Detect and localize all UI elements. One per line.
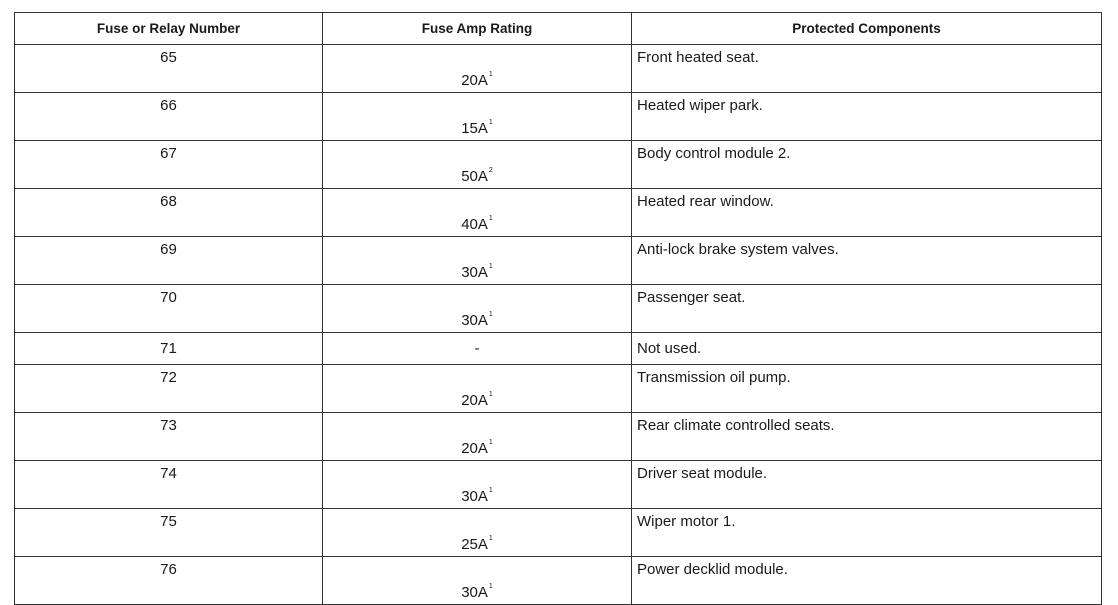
- amp-rating-value: 20A: [461, 440, 488, 457]
- table-row: [15, 333, 1102, 365]
- amp-rating-value: -: [474, 340, 480, 357]
- footnote-marker: 1: [488, 583, 493, 590]
- footnote-marker: 1: [488, 311, 493, 318]
- fuse-number-cell: 71: [15, 333, 323, 365]
- protected-component-cell: Heated wiper park.: [632, 93, 1102, 141]
- amp-rating-cell: [323, 461, 632, 509]
- amp-rating-value: 50A: [461, 168, 488, 185]
- table-row: [15, 285, 1102, 333]
- fuse-number-cell: 70: [15, 285, 323, 333]
- amp-rating-value: 20A: [461, 392, 488, 409]
- fuse-table-container: [14, 12, 1101, 605]
- footnote-marker: 1: [488, 439, 493, 446]
- protected-component-cell: Transmission oil pump.: [632, 365, 1102, 413]
- protected-component-cell: Driver seat module.: [632, 461, 1102, 509]
- protected-component-cell: Passenger seat.: [632, 285, 1102, 333]
- protected-component-cell: Anti-lock brake system valves.: [632, 237, 1102, 285]
- footnote-marker: 1: [488, 263, 493, 270]
- amp-rating-cell: [323, 189, 632, 237]
- fuse-number-cell: 66: [15, 93, 323, 141]
- amp-rating-value: 40A: [461, 216, 488, 233]
- fuse-table: [14, 12, 1102, 605]
- header-amp-rating: Fuse Amp Rating: [323, 13, 632, 45]
- amp-rating-value: 30A: [461, 312, 488, 329]
- table-row: [15, 93, 1102, 141]
- amp-rating-value: 30A: [461, 488, 488, 505]
- fuse-number-cell: 69: [15, 237, 323, 285]
- protected-component-cell: Rear climate controlled seats.: [632, 413, 1102, 461]
- fuse-number-cell: 73: [15, 413, 323, 461]
- table-row: [15, 141, 1102, 189]
- amp-rating-cell: [323, 365, 632, 413]
- footnote-marker: 1: [488, 487, 493, 494]
- footnote-marker: 2: [488, 167, 493, 174]
- amp-rating-value: 25A: [461, 536, 488, 553]
- fuse-number-cell: 67: [15, 141, 323, 189]
- amp-rating-cell: [323, 237, 632, 285]
- amp-rating-value: 15A: [461, 120, 488, 137]
- amp-rating-value: 30A: [461, 264, 488, 281]
- table-row: [15, 237, 1102, 285]
- amp-rating-cell: [323, 45, 632, 93]
- footnote-marker: 1: [488, 71, 493, 78]
- amp-rating-cell: [323, 509, 632, 557]
- table-row: [15, 189, 1102, 237]
- fuse-number-cell: 72: [15, 365, 323, 413]
- fuse-number-cell: 76: [15, 557, 323, 605]
- footnote-marker: 1: [488, 119, 493, 126]
- protected-component-cell: Body control module 2.: [632, 141, 1102, 189]
- footnote-marker: 1: [488, 215, 493, 222]
- amp-rating-value: 30A: [461, 584, 488, 601]
- footnote-marker: 1: [488, 535, 493, 542]
- fuse-number-cell: 74: [15, 461, 323, 509]
- amp-rating-cell: [323, 141, 632, 189]
- header-fuse-number: Fuse or Relay Number: [15, 13, 323, 45]
- table-header-row: [15, 13, 1102, 45]
- protected-component-cell: Front heated seat.: [632, 45, 1102, 93]
- amp-rating-cell: [323, 93, 632, 141]
- fuse-number-cell: 65: [15, 45, 323, 93]
- table-row: [15, 413, 1102, 461]
- fuse-number-cell: 68: [15, 189, 323, 237]
- protected-component-cell: Not used.: [632, 333, 1102, 365]
- amp-rating-cell: [323, 557, 632, 605]
- protected-component-cell: Power decklid module.: [632, 557, 1102, 605]
- table-row: [15, 45, 1102, 93]
- fuse-number-cell: 75: [15, 509, 323, 557]
- protected-component-cell: Wiper motor 1.: [632, 509, 1102, 557]
- amp-rating-cell: [323, 333, 632, 365]
- amp-rating-cell: [323, 285, 632, 333]
- amp-rating-cell: [323, 413, 632, 461]
- footnote-marker: 1: [488, 391, 493, 398]
- amp-rating-value: 20A: [461, 72, 488, 89]
- header-protected-components: Protected Components: [632, 13, 1102, 45]
- table-row: [15, 557, 1102, 605]
- table-row: [15, 461, 1102, 509]
- table-row: [15, 365, 1102, 413]
- table-row: [15, 509, 1102, 557]
- protected-component-cell: Heated rear window.: [632, 189, 1102, 237]
